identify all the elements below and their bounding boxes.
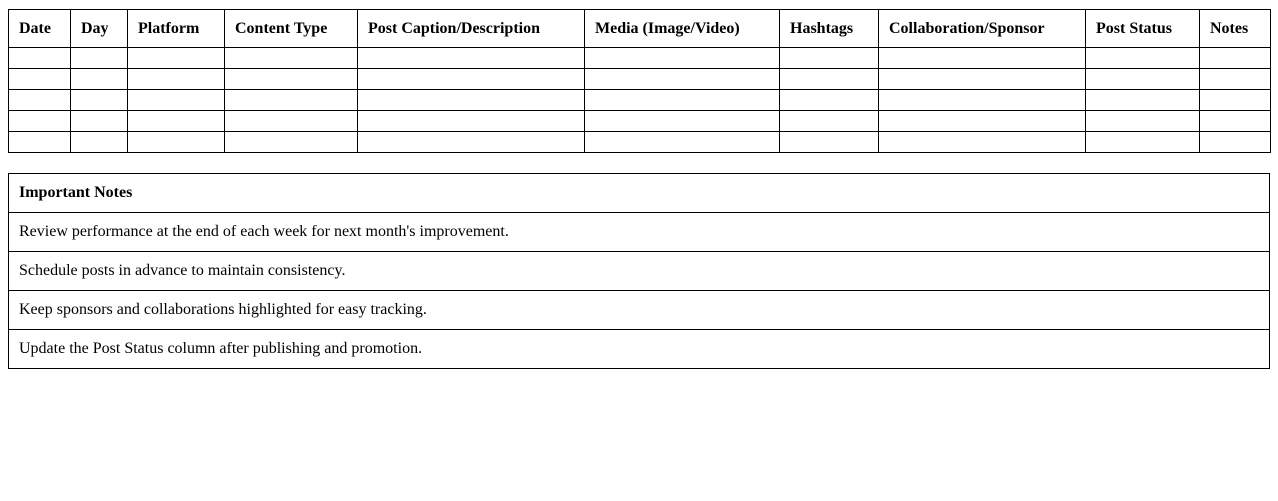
table-cell[interactable]: [225, 111, 358, 132]
table-cell[interactable]: [128, 132, 225, 153]
table-cell[interactable]: [358, 48, 585, 69]
notes-header-row: [9, 174, 1270, 213]
important-notes-table: [8, 173, 1270, 369]
table-cell[interactable]: [71, 132, 128, 153]
table-cell[interactable]: [71, 69, 128, 90]
table-cell[interactable]: [358, 132, 585, 153]
table-cell[interactable]: [1086, 111, 1200, 132]
content-planner-table: [8, 9, 1271, 153]
table-cell[interactable]: [358, 111, 585, 132]
table-cell[interactable]: [225, 90, 358, 111]
table-cell[interactable]: [1200, 132, 1271, 153]
note-item: Review performance at the end of each week for next month's improvement.: [9, 213, 1270, 252]
column-header-platform: Platform: [128, 10, 225, 48]
note-row: [9, 252, 1270, 291]
table-cell[interactable]: [128, 48, 225, 69]
note-row: [9, 213, 1270, 252]
table-cell[interactable]: [9, 132, 71, 153]
table-cell[interactable]: [780, 132, 879, 153]
note-row: [9, 330, 1270, 369]
column-header-hashtags: Hashtags: [780, 10, 879, 48]
table-cell[interactable]: [9, 111, 71, 132]
table-cell[interactable]: [1200, 90, 1271, 111]
table-cell[interactable]: [1200, 48, 1271, 69]
table-cell[interactable]: [585, 132, 780, 153]
table-row: [9, 111, 1271, 132]
table-cell[interactable]: [1200, 69, 1271, 90]
table-cell[interactable]: [879, 111, 1086, 132]
column-header-media: Media (Image/Video): [585, 10, 780, 48]
table-cell[interactable]: [225, 69, 358, 90]
table-cell[interactable]: [780, 111, 879, 132]
table-row: [9, 132, 1271, 153]
table-row: [9, 69, 1271, 90]
column-header-collaboration: Collaboration/Sponsor: [879, 10, 1086, 48]
column-header-post-status: Post Status: [1086, 10, 1200, 48]
column-header-date: Date: [9, 10, 71, 48]
table-cell[interactable]: [1086, 90, 1200, 111]
table-cell[interactable]: [358, 69, 585, 90]
table-cell[interactable]: [1086, 132, 1200, 153]
table-cell[interactable]: [585, 90, 780, 111]
table-cell[interactable]: [879, 90, 1086, 111]
table-cell[interactable]: [9, 69, 71, 90]
table-cell[interactable]: [780, 69, 879, 90]
table-cell[interactable]: [879, 69, 1086, 90]
table-cell[interactable]: [71, 90, 128, 111]
note-row: [9, 291, 1270, 330]
note-item: Update the Post Status column after publishing and promotion.: [9, 330, 1270, 369]
table-row: [9, 48, 1271, 69]
table-cell[interactable]: [585, 69, 780, 90]
table-header-row: [9, 10, 1271, 48]
table-cell[interactable]: [879, 132, 1086, 153]
note-item: Keep sponsors and collaborations highlighted for easy tracking.: [9, 291, 1270, 330]
table-cell[interactable]: [1086, 69, 1200, 90]
table-cell[interactable]: [71, 111, 128, 132]
table-cell[interactable]: [128, 69, 225, 90]
column-header-content-type: Content Type: [225, 10, 358, 48]
table-cell[interactable]: [225, 132, 358, 153]
notes-title: Important Notes: [9, 174, 1270, 213]
table-cell[interactable]: [1086, 48, 1200, 69]
table-cell[interactable]: [9, 48, 71, 69]
column-header-day: Day: [71, 10, 128, 48]
table-cell[interactable]: [585, 48, 780, 69]
table-cell[interactable]: [128, 111, 225, 132]
table-cell[interactable]: [585, 111, 780, 132]
column-header-notes: Notes: [1200, 10, 1271, 48]
note-item: Schedule posts in advance to maintain consistency.: [9, 252, 1270, 291]
table-cell[interactable]: [780, 48, 879, 69]
table-cell[interactable]: [128, 90, 225, 111]
table-cell[interactable]: [9, 90, 71, 111]
table-row: [9, 90, 1271, 111]
table-cell[interactable]: [879, 48, 1086, 69]
table-cell[interactable]: [71, 48, 128, 69]
table-cell[interactable]: [225, 48, 358, 69]
table-cell[interactable]: [358, 90, 585, 111]
table-cell[interactable]: [780, 90, 879, 111]
table-cell[interactable]: [1200, 111, 1271, 132]
column-header-post-caption: Post Caption/Description: [358, 10, 585, 48]
